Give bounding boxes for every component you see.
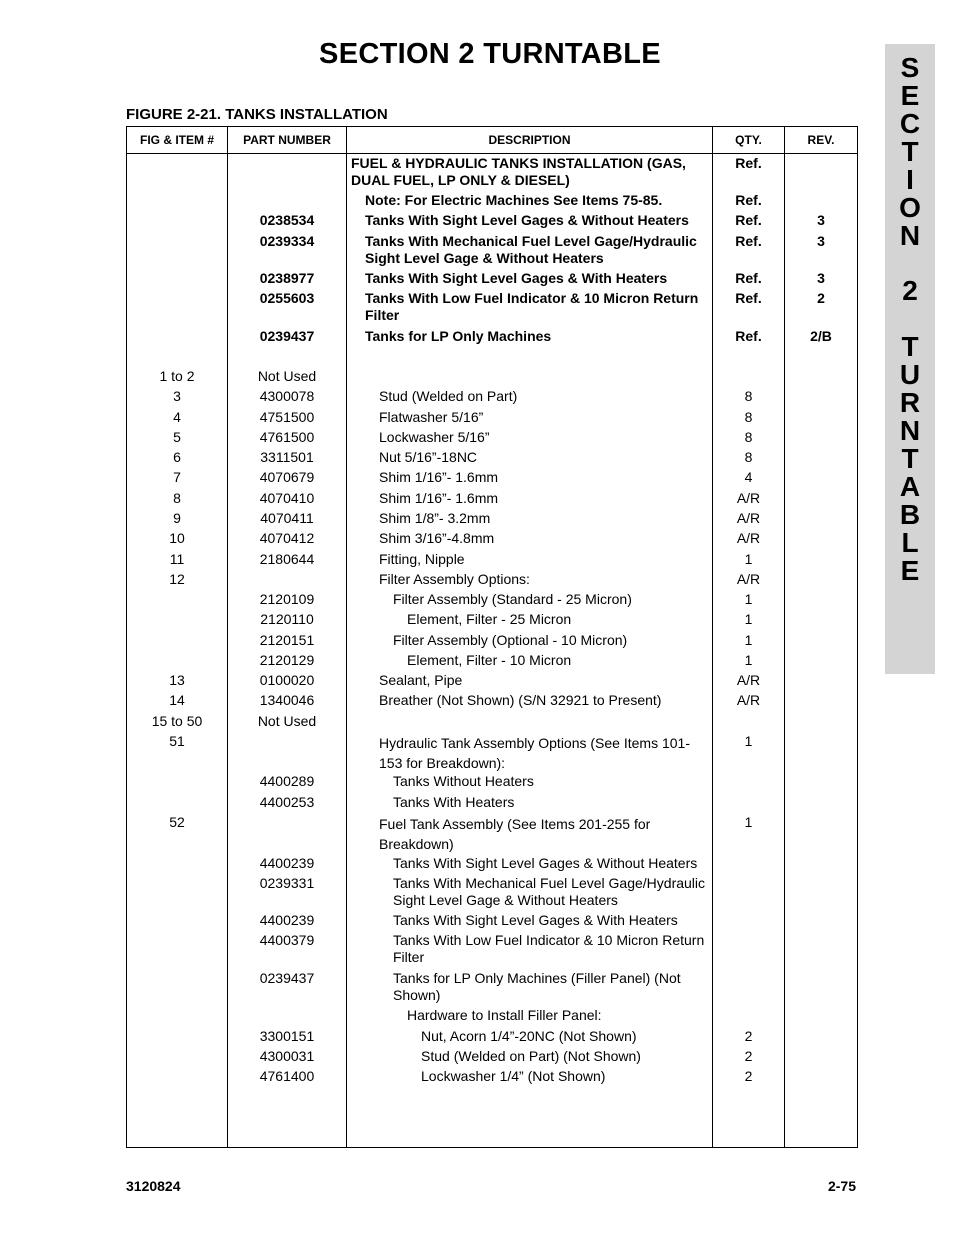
header-part-number: PART NUMBER — [243, 133, 331, 147]
parts-table — [126, 126, 858, 1148]
side-tab-letter: A — [899, 471, 921, 502]
row-description: Hydraulic Tank Assembly Options (See Items 101-153 for Breakdown): — [379, 735, 690, 771]
row-part-number: 3300151 — [259, 1028, 315, 1044]
row-part-number: Not Used — [257, 713, 317, 729]
row-part-number: 4300031 — [259, 1048, 315, 1064]
row-qty: 8 — [744, 429, 753, 445]
section-title: SECTION 2 TURNTABLE — [319, 38, 661, 70]
side-tab-letter: T — [901, 443, 919, 474]
row-qty: 1 — [744, 551, 753, 567]
row-rev: 3 — [817, 212, 825, 228]
row-part-number: 4400239 — [259, 912, 315, 928]
row-part-number: 0239437 — [259, 328, 315, 344]
row-qty: 2 — [744, 1048, 753, 1064]
row-qty: Ref. — [735, 290, 762, 306]
row-description: FUEL & HYDRAULIC TANKS INSTALLATION (GAS, DUAL FUEL, LP ONLY & DIESEL) — [351, 155, 686, 188]
row-fig-item: 15 to 50 — [151, 713, 203, 729]
row-fig-item: 51 — [169, 733, 185, 749]
row-description: Tanks With Heaters — [393, 794, 515, 810]
row-qty: Ref. — [735, 212, 762, 228]
row-rev: 3 — [817, 270, 825, 286]
row-part-number: 2120109 — [259, 591, 315, 607]
side-tab-letter: E — [900, 80, 920, 111]
row-description: Hardware to Install Filler Panel: — [407, 1007, 602, 1023]
row-fig-item: 13 — [169, 672, 185, 688]
row-qty: 1 — [744, 652, 753, 668]
row-rev: 2 — [817, 290, 825, 306]
row-fig-item: 14 — [169, 692, 185, 708]
row-qty: 4 — [744, 469, 753, 485]
row-qty: 8 — [744, 409, 753, 425]
row-qty: Ref. — [735, 270, 762, 286]
side-tab-letter: C — [899, 108, 921, 139]
row-description: Stud (Welded on Part) (Not Shown) — [421, 1048, 641, 1064]
row-description: Tanks With Mechanical Fuel Level Gage/Hydraulic Sight Level Gage & Without Heaters — [393, 875, 706, 908]
row-part-number: 2180644 — [259, 551, 315, 567]
row-qty: 1 — [744, 591, 753, 607]
row-part-number: 0239334 — [259, 233, 315, 249]
row-description: Tanks With Low Fuel Indicator & 10 Micron Return Filter — [365, 290, 699, 323]
row-fig-item: 1 to 2 — [159, 368, 195, 384]
row-description: Lockwasher 5/16” — [379, 429, 490, 445]
row-description: Tanks for LP Only Machines (Filler Panel) (Not Shown) — [393, 970, 681, 1003]
header-fig-item: FIG & ITEM # — [139, 133, 214, 147]
column-divider — [346, 127, 347, 1147]
row-qty: Ref. — [735, 192, 762, 208]
figure-title: FIGURE 2-21. TANKS INSTALLATION — [126, 106, 388, 123]
row-description: Stud (Welded on Part) — [379, 388, 518, 404]
row-description: Filter Assembly (Standard - 25 Micron) — [393, 591, 632, 607]
row-fig-item: 9 — [173, 510, 181, 526]
row-description: Shim 1/16”- 1.6mm — [379, 490, 499, 506]
row-part-number: 2120129 — [259, 652, 315, 668]
row-part-number: 0239331 — [259, 875, 315, 891]
row-description: Shim 3/16”-4.8mm — [379, 530, 495, 546]
page-number: 2-75 — [827, 1178, 856, 1194]
row-part-number: Not Used — [257, 368, 317, 384]
row-part-number: 4070679 — [259, 469, 315, 485]
row-rev: 3 — [817, 233, 825, 249]
row-description: Shim 1/16”- 1.6mm — [379, 469, 499, 485]
section-side-tab — [885, 44, 935, 674]
row-qty: A/R — [736, 571, 761, 587]
row-qty: 1 — [744, 611, 753, 627]
side-tab-letter: I — [906, 164, 914, 195]
side-tab-letter: N — [899, 220, 921, 251]
row-part-number: 4400239 — [259, 855, 315, 871]
row-description: Fuel Tank Assembly (See Items 201-255 for Breakdown) — [379, 816, 651, 852]
row-qty: 8 — [744, 449, 753, 465]
row-part-number: 4761400 — [259, 1068, 315, 1084]
row-description: Tanks Without Heaters — [393, 773, 534, 789]
row-description: Element, Filter - 25 Micron — [407, 611, 572, 627]
row-description: Note: For Electric Machines See Items 75-85. — [365, 192, 663, 208]
row-description: Nut 5/16”-18NC — [379, 449, 478, 465]
row-fig-item: 52 — [169, 814, 185, 830]
row-fig-item: 4 — [173, 409, 181, 425]
row-part-number: 0100020 — [259, 672, 315, 688]
row-fig-item: 10 — [169, 530, 185, 546]
row-part-number: 3311501 — [260, 449, 314, 465]
row-part-number: 4400289 — [259, 773, 315, 789]
side-tab-letter: N — [899, 415, 921, 446]
row-description: Tanks With Low Fuel Indicator & 10 Micron Return Filter — [393, 932, 705, 965]
row-description: Tanks With Sight Level Gages & With Heaters — [393, 912, 678, 928]
row-fig-item: 12 — [169, 571, 185, 587]
document-number: 3120824 — [126, 1178, 181, 1194]
row-description: Lockwasher 1/4” (Not Shown) — [421, 1068, 606, 1084]
side-tab-letter: U — [899, 359, 921, 390]
row-part-number: 4400379 — [259, 932, 315, 948]
side-tab-letter: B — [899, 499, 921, 530]
row-part-number: 4751500 — [259, 409, 315, 425]
row-fig-item: 6 — [173, 449, 181, 465]
side-tab-letter: S — [900, 52, 920, 83]
row-part-number: 4070411 — [260, 510, 314, 526]
row-qty: A/R — [736, 692, 761, 708]
header-qty: QTY. — [735, 133, 762, 147]
row-description: Shim 1/8”- 3.2mm — [379, 510, 491, 526]
row-part-number: 4070412 — [259, 530, 315, 546]
row-qty: A/R — [736, 530, 761, 546]
header-divider — [127, 153, 857, 154]
side-tab-letter: T — [901, 136, 919, 167]
row-qty: 1 — [744, 733, 753, 749]
row-qty: A/R — [736, 490, 761, 506]
row-description: Filter Assembly Options: — [379, 571, 530, 587]
side-tab-letter: 2 — [902, 275, 918, 306]
row-part-number: 1340046 — [259, 692, 315, 708]
row-rev: 2/B — [810, 328, 832, 344]
row-description: Tanks With Mechanical Fuel Level Gage/Hydraulic Sight Level Gage & Without Heaters — [365, 233, 697, 266]
row-qty: 1 — [744, 632, 753, 648]
row-part-number: 0238977 — [259, 270, 315, 286]
row-description: Tanks With Sight Level Gages & With Heaters — [365, 270, 668, 286]
row-description: Sealant, Pipe — [379, 672, 463, 688]
row-fig-item: 7 — [173, 469, 181, 485]
row-qty: 8 — [744, 388, 753, 404]
side-tab-letter: E — [900, 555, 920, 586]
row-qty: A/R — [736, 510, 761, 526]
row-fig-item: 3 — [173, 388, 181, 404]
row-description: Element, Filter - 10 Micron — [407, 652, 572, 668]
row-part-number: 4300078 — [259, 388, 315, 404]
row-part-number: 2120151 — [259, 632, 315, 648]
row-description: Breather (Not Shown) (S/N 32921 to Present) — [379, 692, 662, 708]
side-tab-letter: R — [899, 387, 921, 418]
row-description: Fitting, Nipple — [379, 551, 465, 567]
row-fig-item: 5 — [173, 429, 181, 445]
row-description: Nut, Acorn 1/4”-20NC (Not Shown) — [421, 1028, 637, 1044]
row-part-number: 0239437 — [259, 970, 315, 986]
row-description: Tanks for LP Only Machines — [365, 328, 552, 344]
row-qty: Ref. — [735, 328, 762, 344]
row-description: Tanks With Sight Level Gages & Without Heaters — [365, 212, 689, 228]
row-qty: 2 — [744, 1068, 753, 1084]
side-tab-letter: T — [901, 331, 919, 362]
row-part-number: 2120110 — [260, 611, 314, 627]
side-tab-letter: L — [901, 527, 919, 558]
row-description: Flatwasher 5/16” — [379, 409, 484, 425]
row-part-number: 0238534 — [259, 212, 315, 228]
row-description: Tanks With Sight Level Gages & Without Heaters — [393, 855, 698, 871]
header-description: DESCRIPTION — [488, 133, 571, 147]
row-qty: Ref. — [735, 233, 762, 249]
header-rev: REV. — [807, 133, 835, 147]
row-description: Filter Assembly (Optional - 10 Micron) — [393, 632, 628, 648]
row-fig-item: 11 — [169, 551, 185, 567]
side-tab-letter: O — [899, 192, 921, 223]
row-qty: A/R — [736, 672, 761, 688]
row-qty: Ref. — [735, 155, 762, 171]
row-part-number: 4400253 — [259, 794, 315, 810]
row-part-number: 4070410 — [259, 490, 315, 506]
row-qty: 2 — [744, 1028, 753, 1044]
row-qty: 1 — [744, 814, 753, 830]
row-part-number: 0255603 — [259, 290, 315, 306]
row-fig-item: 8 — [173, 490, 181, 506]
row-part-number: 4761500 — [259, 429, 315, 445]
